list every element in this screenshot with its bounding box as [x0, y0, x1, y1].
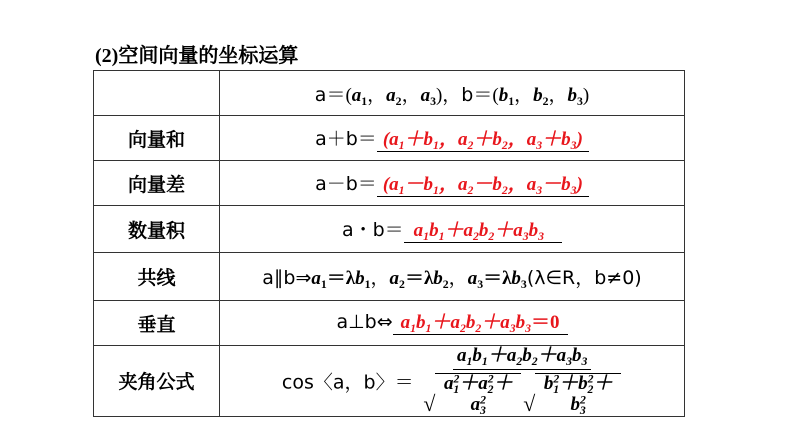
symbol: ＋ — [444, 219, 464, 241]
subscript: 2 — [501, 138, 508, 152]
table-row — [94, 253, 685, 301]
subscript: 3 — [480, 403, 486, 417]
symbol: ， — [438, 128, 458, 150]
subscript: 1 — [320, 278, 327, 292]
var: b — [543, 372, 554, 394]
var: a — [351, 84, 362, 106]
var: a — [526, 173, 537, 195]
symbol: ， — [370, 268, 390, 289]
var: b — [423, 173, 434, 195]
formula-lhs: a∥b⇒ — [262, 267, 312, 289]
formula-cell — [220, 206, 685, 253]
table-row — [94, 116, 685, 161]
table-row — [94, 301, 685, 346]
sqrt-a — [423, 373, 521, 416]
subscript: 3 — [509, 321, 516, 335]
symbol: ) — [576, 173, 583, 195]
subscript: 2 — [399, 278, 405, 292]
superscript: 2 — [487, 372, 494, 386]
fraction-numerator — [453, 346, 591, 370]
section-title: 空间向量的坐标运算 — [118, 43, 299, 67]
subscript: 3 — [536, 138, 543, 152]
symbol: ＋ — [481, 311, 501, 333]
symbol: ， — [548, 84, 568, 106]
formula-lhs: a－b＝ — [315, 172, 377, 195]
subscript: 3 — [538, 229, 545, 243]
superscript: 2 — [453, 372, 460, 386]
subscript: 3 — [522, 229, 529, 243]
symbol: ＝( — [326, 84, 352, 106]
formula-cell — [220, 253, 685, 301]
answer-blank — [393, 312, 568, 336]
var: b — [465, 311, 476, 333]
section-heading — [95, 39, 298, 68]
row-label: 向量和 — [94, 116, 220, 161]
answer-blank — [377, 174, 589, 198]
subscript: 2 — [475, 321, 482, 335]
subscript: 2 — [395, 94, 402, 108]
var: a — [457, 128, 468, 150]
var: b — [498, 84, 509, 106]
symbol: ， — [514, 84, 534, 106]
angle-fraction — [422, 346, 622, 416]
var: a — [450, 311, 460, 333]
subscript: 3 — [570, 183, 577, 197]
symbol: ＝0 — [531, 311, 560, 333]
var: b — [570, 393, 581, 415]
var: b — [478, 219, 489, 241]
var: b — [492, 173, 502, 195]
subscript: 1 — [438, 229, 445, 243]
subscript: 1 — [361, 94, 368, 108]
superscript: 2 — [580, 393, 586, 407]
subscript: 3 — [536, 183, 543, 197]
radical-sign: √ — [423, 391, 436, 416]
subscript: 2 — [472, 229, 479, 243]
subscript: 2 — [467, 138, 474, 152]
symbol: ＋ — [493, 372, 513, 394]
var: b — [578, 372, 588, 394]
var: b — [572, 345, 582, 366]
var: b — [561, 128, 571, 150]
subscript: 2 — [442, 278, 449, 292]
subscript: 3 — [430, 94, 436, 108]
var: b — [472, 345, 482, 366]
subscript: 1 — [481, 355, 488, 369]
subscript: 1 — [466, 355, 473, 369]
subscript: 1 — [423, 229, 430, 243]
sqrt-b — [523, 373, 621, 416]
symbol: ＋ — [542, 128, 562, 150]
symbol: ( — [382, 128, 390, 150]
var: b — [492, 128, 502, 150]
var: b — [416, 311, 426, 333]
symbol: ＋ — [404, 128, 424, 150]
symbol: ＋ — [559, 372, 579, 394]
var: b — [567, 84, 577, 106]
symbol: )， — [435, 84, 462, 106]
radicand — [435, 373, 521, 416]
subscript: 3 — [579, 403, 586, 417]
formula-cell — [220, 161, 685, 206]
symbol: ＝λ — [483, 268, 512, 289]
radicand — [535, 373, 621, 416]
subscript: 2 — [542, 94, 549, 108]
symbol: ， — [401, 84, 421, 106]
var: a — [389, 173, 399, 195]
symbol: ＝λ — [326, 268, 356, 289]
symbol: ， — [448, 268, 468, 289]
symbol: ， — [438, 173, 458, 195]
symbol: ＋ — [473, 128, 493, 150]
var: a — [400, 311, 411, 333]
row-label: 垂直 — [94, 301, 220, 346]
table-row — [94, 346, 685, 417]
superscript: 2 — [587, 372, 594, 386]
subscript: 3 — [477, 278, 484, 292]
subscript: 2 — [501, 183, 508, 197]
vector-b: b — [461, 83, 474, 106]
symbol: ， — [507, 173, 527, 195]
var: a — [506, 345, 517, 366]
symbol: ＝( — [473, 84, 499, 106]
symbol: ＋ — [593, 372, 613, 394]
table-row — [94, 71, 685, 116]
var: a — [389, 268, 400, 289]
subscript: 2 — [516, 355, 523, 369]
var: a — [500, 311, 510, 333]
var: b — [528, 219, 539, 241]
subscript: 2 — [467, 183, 474, 197]
symbol: － — [542, 173, 562, 195]
symbol: － — [473, 173, 493, 195]
symbol: ) — [576, 128, 583, 150]
formula-lhs: cos〈a，b〉＝ — [281, 371, 414, 394]
subscript: 2 — [487, 383, 494, 396]
radical-sign: √ — [523, 391, 536, 416]
superscript: 2 — [480, 393, 487, 407]
superscript: 2 — [553, 372, 560, 386]
symbol: ＋ — [537, 345, 557, 366]
var: b — [429, 219, 439, 241]
var: a — [556, 345, 567, 366]
answer-blank — [404, 220, 562, 244]
symbol: ( — [382, 173, 390, 195]
var: a — [457, 173, 468, 195]
subscript: 1 — [453, 383, 460, 396]
formula-lhs: a＋b＝ — [315, 127, 377, 150]
var: a — [526, 128, 537, 150]
subscript: 3 — [581, 355, 588, 369]
symbol: ， — [507, 128, 527, 150]
var: a — [513, 219, 523, 241]
symbol: ＋ — [431, 311, 451, 333]
var: a — [443, 372, 454, 394]
subscript: 2 — [587, 383, 594, 396]
symbol: ＋ — [494, 219, 514, 241]
subscript: 1 — [410, 321, 417, 335]
var: a — [311, 268, 321, 289]
var: b — [533, 84, 543, 106]
var: b — [433, 268, 443, 289]
var: a — [420, 84, 431, 106]
var: a — [413, 219, 424, 241]
row-label: 共线 — [94, 253, 220, 301]
var: a — [478, 372, 488, 394]
row-label: 数量积 — [94, 206, 220, 253]
var: b — [561, 173, 571, 195]
row-label: 夹角公式 — [94, 346, 220, 417]
subscript: 3 — [525, 321, 532, 335]
var: a — [463, 219, 473, 241]
formula-lhs: a⊥b⇔ — [336, 310, 393, 333]
subscript: 2 — [459, 321, 466, 335]
table-row — [94, 161, 685, 206]
subscript: 1 — [433, 138, 439, 152]
vector-coordinate-table — [93, 70, 685, 417]
fraction-denominator — [422, 370, 622, 416]
symbol: ) — [582, 84, 590, 106]
header-blank-cell — [94, 71, 220, 116]
formula-lhs: a・b＝ — [341, 218, 404, 241]
var: a — [389, 128, 399, 150]
formula-cell — [220, 116, 685, 161]
symbol: ＝λ — [404, 268, 434, 289]
var: b — [423, 128, 434, 150]
subscript: 1 — [364, 278, 371, 292]
symbol: ， — [367, 84, 387, 106]
subscript: 1 — [398, 183, 405, 197]
var: b — [511, 268, 521, 289]
symbol: － — [404, 173, 424, 195]
condition-text: (λ∈R，b≠0) — [526, 267, 642, 289]
var: b — [355, 268, 365, 289]
var: a — [386, 84, 396, 106]
subscript: 3 — [520, 278, 527, 292]
var: a — [467, 268, 478, 289]
subscript: 3 — [570, 138, 577, 152]
row-label: 向量差 — [94, 161, 220, 206]
definition-cell — [220, 71, 685, 116]
formula-cell — [220, 301, 685, 346]
subscript: 3 — [566, 355, 573, 369]
subscript: 2 — [531, 355, 538, 369]
var: a — [470, 393, 481, 415]
subscript: 2 — [488, 229, 495, 243]
subscript: 1 — [398, 138, 405, 152]
answer-blank — [377, 129, 589, 153]
var: b — [515, 311, 526, 333]
formula-cell — [220, 346, 685, 417]
vector-a: a — [314, 83, 327, 106]
subscript: 1 — [433, 183, 439, 197]
subscript: 3 — [577, 94, 583, 108]
subscript: 1 — [508, 94, 515, 108]
subscript: 1 — [553, 383, 560, 396]
symbol: ＋ — [487, 345, 507, 366]
section-number: (2) — [95, 45, 119, 67]
table-row — [94, 206, 685, 253]
symbol: ＋ — [459, 372, 479, 394]
var: a — [457, 345, 467, 366]
var: b — [522, 345, 532, 366]
subscript: 1 — [425, 321, 432, 335]
